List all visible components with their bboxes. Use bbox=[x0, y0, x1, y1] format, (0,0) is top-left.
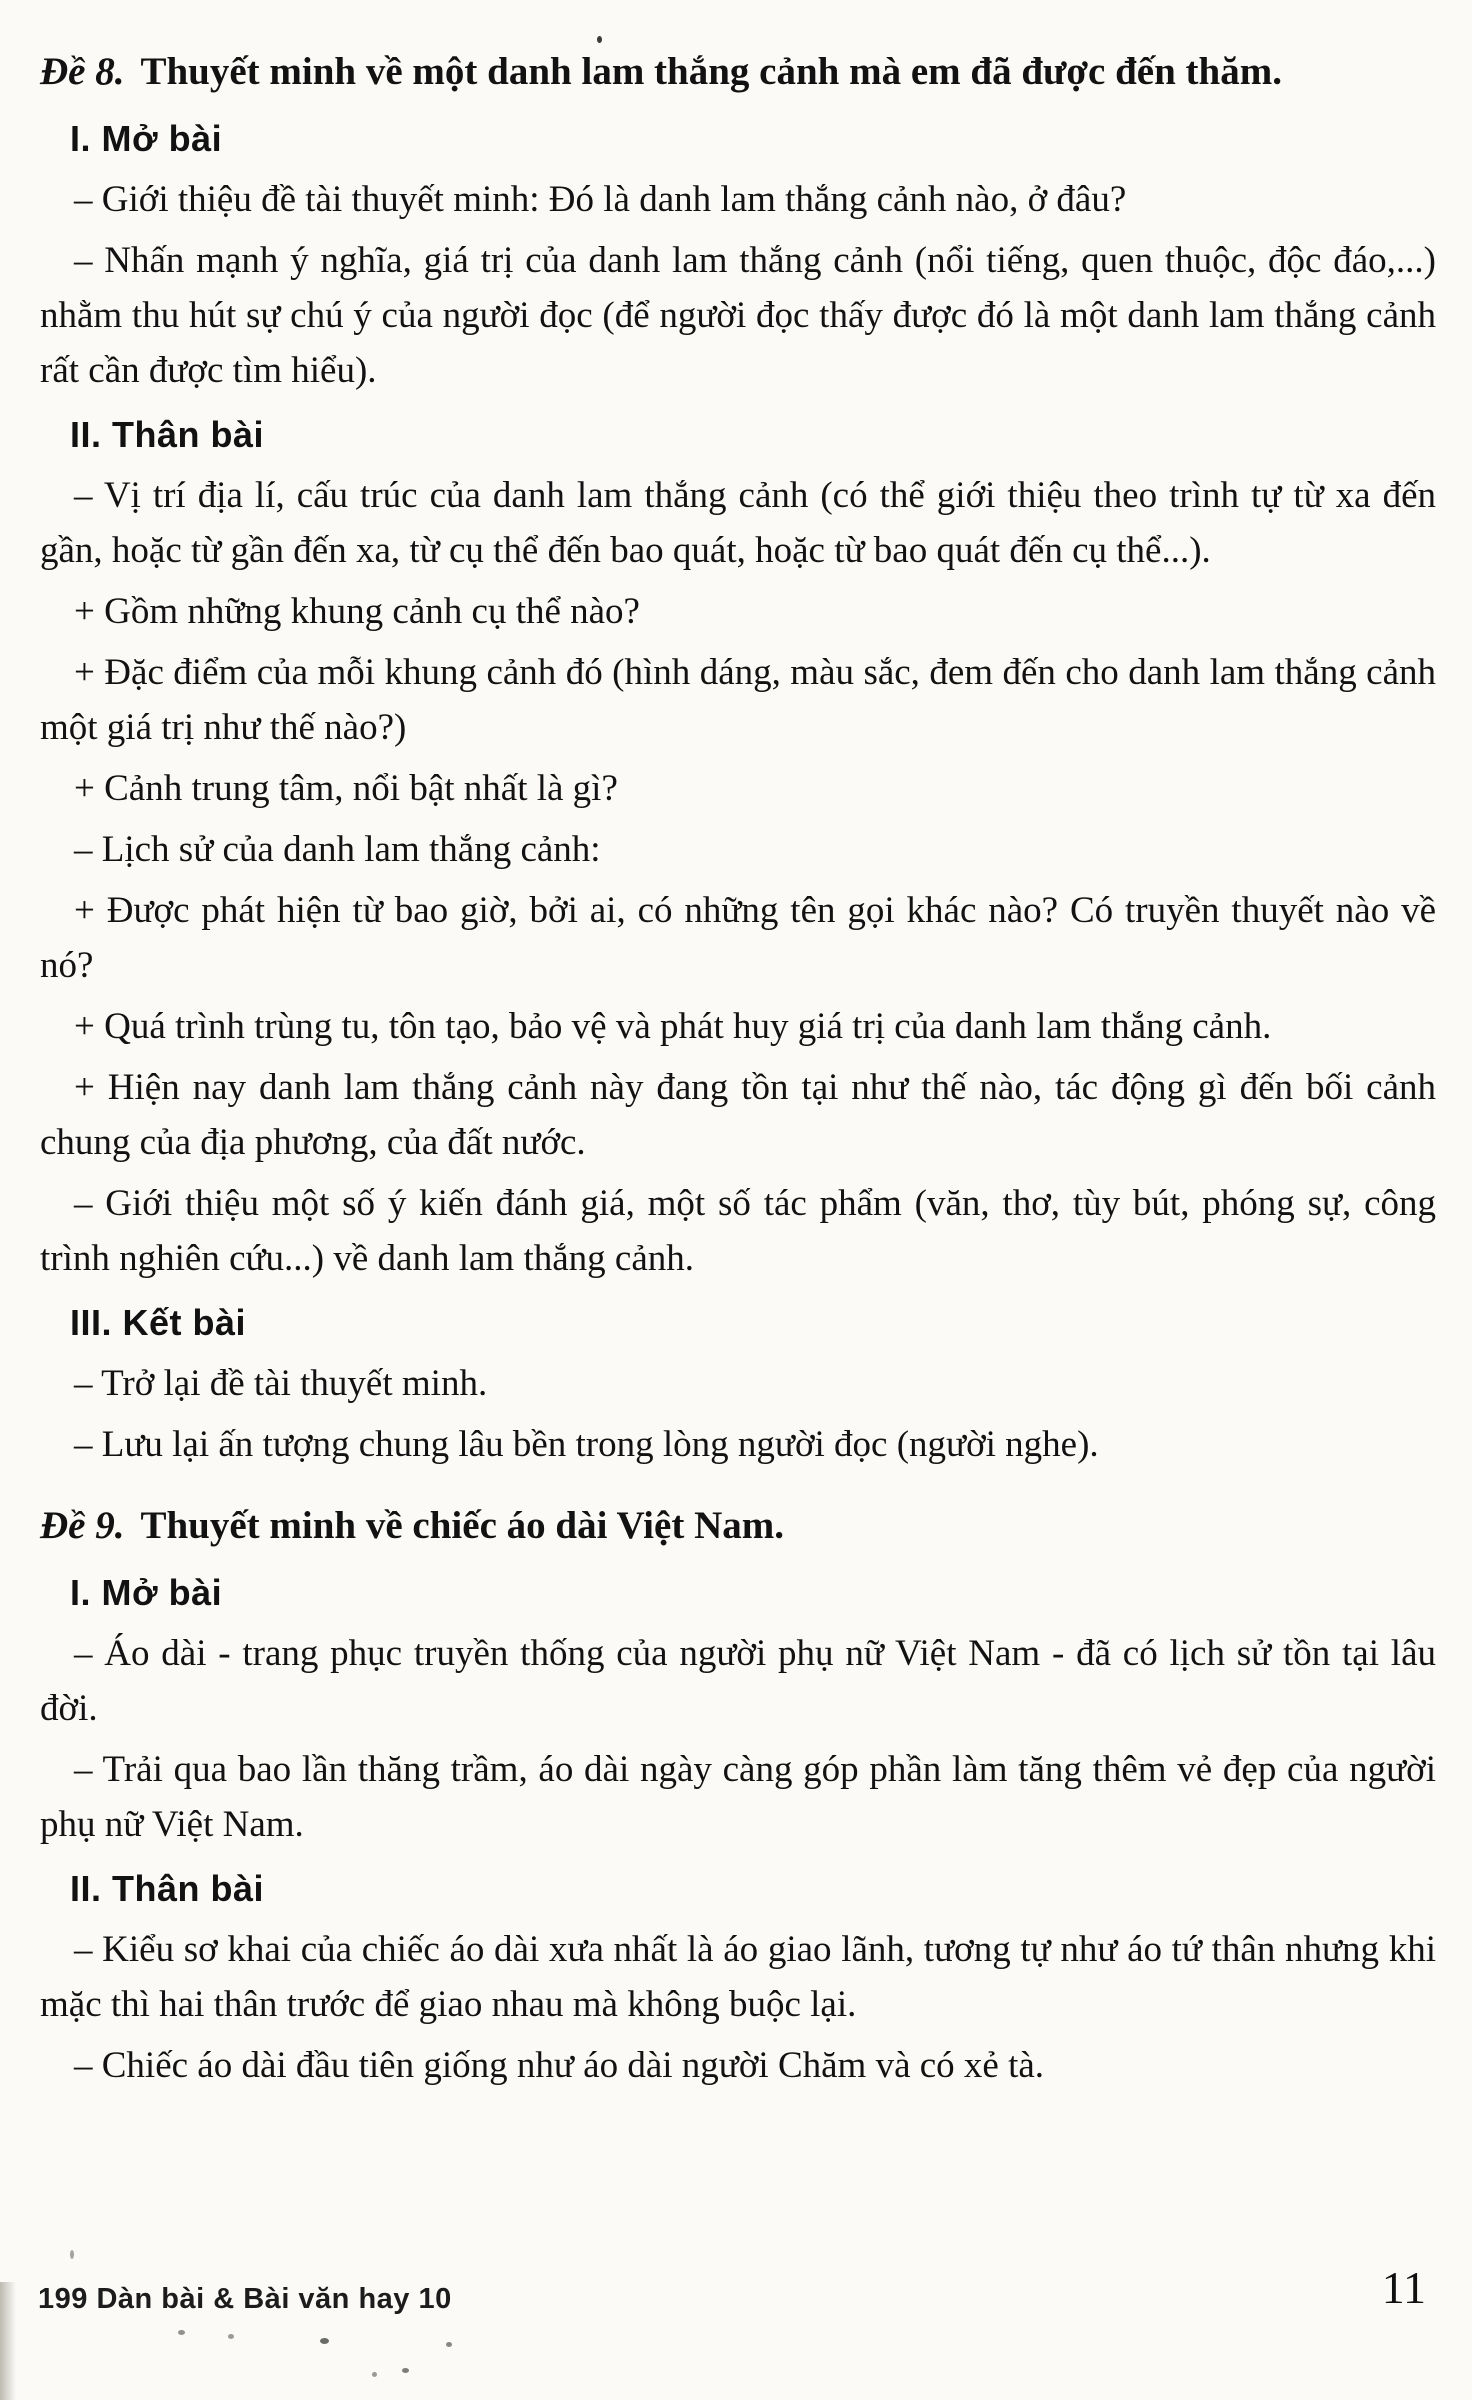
scan-speck bbox=[402, 2368, 409, 2373]
section-heading-mo-bai-de8: I. Mở bài bbox=[70, 118, 223, 159]
page-content bbox=[40, 44, 1436, 2099]
outline-item: – Trải qua bao lần thăng trầm, áo dài ngày càng góp phần làm tăng thêm vẻ đẹp của người phụ nữ Việt Nam. bbox=[40, 1749, 1436, 1845]
topic-8-label: Đề 8. bbox=[40, 50, 125, 93]
outline-subitem: + Hiện nay danh lam thắng cảnh này đang tồn tại như thế nào, tác động gì đến bối cảnh chung của địa phương, của đất nước. bbox=[40, 1067, 1436, 1163]
topic-9-heading bbox=[40, 1498, 1436, 1554]
scan-speck bbox=[228, 2334, 234, 2339]
outline-item: – Áo dài - trang phục truyền thống của người phụ nữ Việt Nam - đã có lịch sử tồn tại lâu đời. bbox=[40, 1633, 1436, 1729]
scan-speck bbox=[372, 2372, 377, 2377]
scan-speck bbox=[320, 2338, 329, 2344]
outline-item: – Giới thiệu đề tài thuyết minh: Đó là danh lam thắng cảnh nào, ở đâu? bbox=[74, 179, 1127, 220]
outline-subitem: + Cảnh trung tâm, nổi bật nhất là gì? bbox=[74, 768, 618, 809]
scan-speck bbox=[70, 2250, 74, 2259]
outline-item: – Chiếc áo dài đầu tiên giống như áo dài người Chăm và có xẻ tà. bbox=[74, 2045, 1045, 2086]
scan-speck bbox=[446, 2342, 452, 2347]
outline-item: – Vị trí địa lí, cấu trúc của danh lam thắng cảnh (có thể giới thiệu theo trình tự từ xa đến gần, hoặc từ gần đến xa, từ cụ thể đến bao quát, hoặc từ bao quát đến cụ thể...). bbox=[40, 475, 1436, 571]
section-heading-than-bai-de9: II. Thân bài bbox=[70, 1868, 265, 1909]
section-heading-mo-bai-de9: I. Mở bài bbox=[70, 1572, 223, 1613]
outline-item: – Lịch sử của danh lam thắng cảnh: bbox=[74, 829, 601, 870]
outline-item: – Trở lại đề tài thuyết minh. bbox=[74, 1363, 488, 1404]
outline-subitem: + Đặc điểm của mỗi khung cảnh đó (hình dáng, màu sắc, đem đến cho danh lam thắng cảnh một giá trị như thế nào?) bbox=[40, 652, 1436, 748]
outline-item: – Kiểu sơ khai của chiếc áo dài xưa nhất là áo giao lãnh, tương tự như áo tứ thân nhưng khi mặc thì hai thân trước để giao nhau mà không buộc lại. bbox=[40, 1929, 1436, 2025]
outline-item: – Giới thiệu một số ý kiến đánh giá, một số tác phẩm (văn, thơ, tùy bút, phóng sự, công trình nghiên cứu...) về danh lam thắng cảnh. bbox=[40, 1183, 1436, 1279]
topic-9-title: Thuyết minh về chiếc áo dài Việt Nam. bbox=[140, 1504, 784, 1547]
scan-speck bbox=[597, 36, 602, 43]
topic-8-heading bbox=[40, 44, 1436, 100]
outline-item: – Nhấn mạnh ý nghĩa, giá trị của danh lam thắng cảnh (nổi tiếng, quen thuộc, độc đáo,...) nhằm thu hút sự chú ý của người đọc (để người đọc thấy được đó là một danh lam thắng cảnh rất cần được tìm hiểu). bbox=[40, 240, 1436, 391]
footer-page-number: 11 bbox=[1381, 2262, 1426, 2313]
outline-subitem: + Được phát hiện từ bao giờ, bởi ai, có những tên gọi khác nào? Có truyền thuyết nào về nó? bbox=[40, 890, 1436, 986]
outline-subitem: + Gồm những khung cảnh cụ thể nào? bbox=[74, 591, 640, 632]
outline-item: – Lưu lại ấn tượng chung lâu bền trong lòng người đọc (người nghe). bbox=[74, 1424, 1099, 1465]
section-heading-ket-bai-de8: III. Kết bài bbox=[70, 1302, 247, 1343]
topic-8-title: Thuyết minh về một danh lam thắng cảnh mà em đã được đến thăm. bbox=[140, 50, 1282, 93]
scan-speck bbox=[178, 2330, 185, 2335]
topic-9-label: Đề 9. bbox=[40, 1504, 125, 1547]
outline-subitem: + Quá trình trùng tu, tôn tạo, bảo vệ và phát huy giá trị của danh lam thắng cảnh. bbox=[74, 1006, 1272, 1047]
footer-book-title: 199 Dàn bài & Bài văn hay 10 bbox=[38, 2283, 452, 2315]
section-heading-than-bai-de8: II. Thân bài bbox=[70, 414, 265, 455]
scan-edge-shadow bbox=[0, 2282, 16, 2400]
